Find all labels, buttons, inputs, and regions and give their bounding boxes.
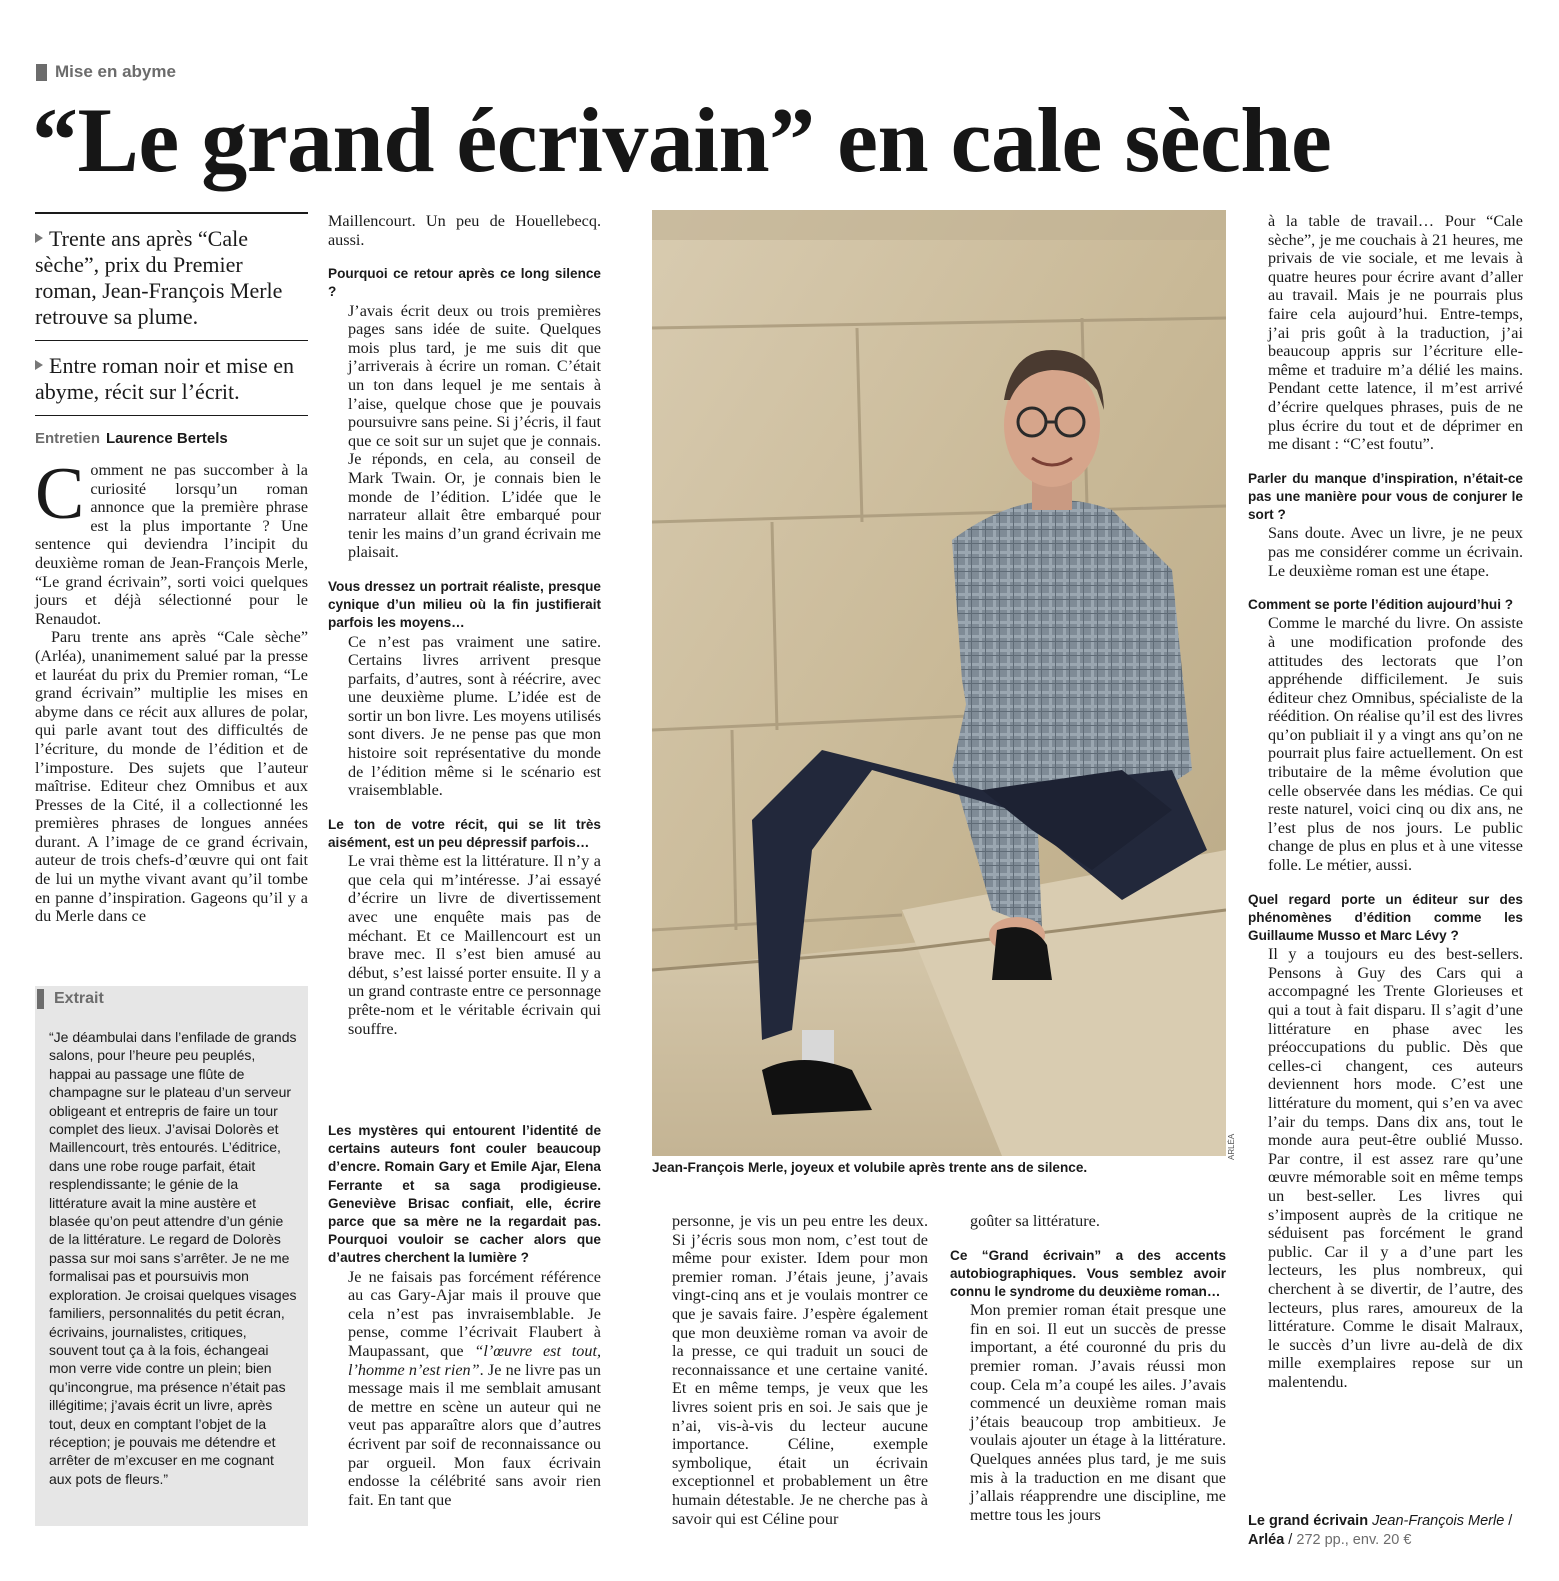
column-3b (950, 1212, 1226, 1524)
column-2 (328, 212, 601, 1038)
article-headline: “Le grand écrivain” en cale sèche (32, 89, 1332, 191)
excerpt-box (35, 986, 308, 1526)
intro-paragraph: Comment ne pas succomber à la curiosité lorsqu’un roman annonce que la première phrase est la plus importante ? Une sentence qui deviendra l’incipit du deuxième roman de Jean-François Merle, “Le grand écrivain”, sorti voici quelques jours et déjà sélectionné pour le Renaudot. (35, 453, 308, 628)
lead-item (35, 214, 308, 340)
excerpt-quote: “Je déambulai dans l’enfilade de grands salons, pour l’heure peu peuplés, happai au passage une flûte de champagne sur le plateau d’un serveur obligeant et entrepris de faire un tour complet des lieux. J’avisai Dolorès et Maillencourt, très entourés. L’éditrice, dans une robe rouge parfait, était resplendissante; le génie de la littérature avait la mine austère et blasée qu’on peut attendre d’un génie de la littérature. Le regard de Dolorès passa sur moi sans s’arrêter. Je ne me formalisai pas et poursuivis mon exploration. Je croisai quelques visages familiers, personnalités du petit écran, écrivains, journalistes, critiques, souvent tout ça à la fois, échangeai mon verre vide contre un plein; bien qu’incongrue, ma présence n’était pas illégitime; j’avais écrit un livre, après tout, deux en comptant l’objet de la réception; je pouvais me détendre et arrêter de m’excuser en me cognant aux pots de fleurs.” (49, 1029, 297, 1487)
portrait-photo (652, 210, 1226, 1156)
byline (35, 430, 308, 447)
excerpt-bar-icon (37, 989, 44, 1009)
excerpt-header (35, 986, 308, 1012)
interview-question: Les mystères qui entourent l’identité de certains auteurs font couler beaucoup d’encre. Romain Gary et Emile Ajar, Elena Ferrante et sa saga prodigieuse. Geneviève Brisac confiait, elle, écrire parce que sa mère ne la regardait pas. Pourquoi vouloir se cacher alors que d’autres cherchent la lumière ? (328, 1123, 601, 1266)
column-4 (1248, 212, 1523, 1391)
book-author: Jean-François Merle (1372, 1513, 1505, 1529)
interview-answer: Sans doute. Avec un livre, je ne peux pas me considérer comme un écrivain. Le deuxième roman est une étape. (1268, 524, 1523, 580)
photo-caption: Jean-François Merle, joyeux et volubile après trente ans de silence. (652, 1160, 1088, 1175)
lead-separator (35, 415, 308, 416)
continued-text: à la table de travail… Pour “Cale sèche”, je me couchais à 21 heures, me privais de vie sociale, et me levais à quatre heures pour écrire avant d’aller au travail. Mais je ne pourrais plus faire cela aujourd’hui. Entre-temps, j’ai pris goût à la traduction, j’ai beaucoup appris sur l’écriture elle-même et traduire m’a délié les mains. Pendant cette latence, il m’est arrivé d’écrire quelques phrases, puis de ne plus écrire du tout et de déprimer en me disant : “C’est foutu”. (1268, 212, 1523, 454)
book-title: Le grand écrivain (1248, 1513, 1369, 1529)
interview-question: Le ton de votre récit, qui se lit très aisément, est un peu dépressif parfois… (328, 816, 601, 851)
interview-question: Ce “Grand écrivain” a des accents autobiographiques. Vous semblez avoir connu le syndrome du deuxième roman… (950, 1247, 1226, 1299)
lead-text: Entre roman noir et mise en abyme, récit sur l’écrit. (35, 353, 294, 404)
book-details: 272 pp., env. 20 € (1296, 1532, 1412, 1548)
intro-text (35, 453, 308, 926)
interview-question: Pourquoi ce retour après ce long silence ? (328, 266, 601, 300)
quote-italic: “l’œuvre est tout, l’homme n’est rien” (348, 1342, 601, 1379)
excerpt-label: Extrait (54, 990, 104, 1007)
interview-answer: Le vrai thème est la littérature. Il n’y a que cela qui m’intéresse. J’ai essayé d’écrire un livre de divertissement avec une enquête mais pas de méchant. Et ce Maillencourt est un brave mec. Il s’est bien amusé au début, s’est laissé porter ensuite. Il y a un grand contraste entre ce personnage prête-nom et le véritable écrivain qui souffre. (348, 852, 601, 1038)
interview-answer: personne, je vis un peu entre les deux. Si j’écris sous mon nom, c’est tout de même pour exister. Idem pour mon premier roman. J’étais jeune, j’avais vingt-cinq ans et je voulais montrer ce que je savais faire. J’espère également que mon deuxième roman va avoir de la presse, ce qui traduit un souci de reconnaissance et une certaine vanité. Et en même temps, je veux que les livres soient pris en soi. Je sais que je n’ai, vis-à-vis du lecteur aucune importance. Céline, exemple symbolique, était un écrivain exceptionnel et probablement un être humain détestable. Je ne cherche pas à savoir qui est Céline pour (672, 1212, 928, 1528)
interview-question: Parler du manque d’inspiration, n’était-ce pas une manière pour vous de conjurer le sort ? (1248, 470, 1523, 523)
column-3a (652, 1212, 928, 1528)
bullet-triangle-icon (35, 233, 43, 243)
lead-text: Trente ans après “Cale sèche”, prix du Premier roman, Jean-François Merle retrouve sa plume. (35, 226, 283, 329)
interview-answer: Je ne faisais pas forcément référence au cas Gary-Ajar mais il prouve que cela n’est pas invraisemblable. Je pense, comme l’écrivait Flaubert à Maupassant, que “l’œuvre est tout, l’homme n’est rien”. Je ne livre pas un message mais il me semblait amusant de mettre en scène un auteur qui ne veut pas apparaître alors que d’autres écrivent par soif de reconnaissance ou par orgueil. Mon faux écrivain endosse la célébrité sans avoir rien fait. En tant que (348, 1267, 601, 1509)
book-info: Le grand écrivain Jean-François Merle / Arléa / 272 pp., env. 20 € (1248, 1513, 1513, 1548)
interview-question: Quel regard porte un éditeur sur des phénomènes d’édition comme les Guillaume Musso et Marc Lévy ? (1248, 891, 1523, 944)
lead-item (35, 341, 308, 415)
interview-answer: Mon premier roman était presque une fin en soi. Il eut un succès de presse important, a été couronné du pris du premier roman. J’avais réussi mon coup. Cela m’a coupé les ailes. J’avais commencé un deuxième roman mais j’étais beaucoup trop ambitieux. Je voulais ajouter un étage à la littérature. Quelques années plus tard, je me suis mis à la traduction en me disant que j’allais réapprendre une discipline, me mettre tous les jours (970, 1301, 1226, 1524)
byline-label: Entretien (35, 430, 101, 447)
intro-paragraph: Paru trente ans après “Cale sèche” (Arléa), unanimement salué par la presse et lauréat du prix du Premier roman, “Le grand écrivain” multiplie les mises en abyme dans ce récit aux allures de polar, qui parle avant tout des difficultés de l’écriture, du monde de l’édition et de l’imposture. Des sujets que l’auteur maîtrise. Editeur chez Omnibus et aux Presses de la Cité, il a collectionné les premières phrases de longues années durant. A l’image de ce grand écrivain, auteur de trois chefs-d’œuvre qui ont fait de lui un mythe vivant avant qu’il tombe en panne d’inspiration. Gageons qu’il y a du Merle dans ce (35, 628, 308, 926)
rubric-square-icon (36, 64, 47, 81)
interview-answer: Comme le marché du livre. On assiste à une modification profonde des attitudes des lectorats que l’on appréhende difficilement. Je suis éditeur chez Omnibus, spécialiste de la réédition. On réalise qu’il est des livres qu’on publiait il y a vingt ans qu’on ne pourrait plus faire actuellement. On est tributaire de la même évolution que celle observée dans les médias. Ce qui reste naturel, voici cinq ou dix ans, ne l’est plus de nos jours. Le public change de plus en plus et à une vitesse folle. Le métier, aussi. (1268, 614, 1523, 875)
book-publisher: Arléa (1248, 1532, 1285, 1548)
drop-cap: C (35, 453, 85, 535)
column-1 (35, 212, 308, 926)
rubric-label: Mise en abyme (55, 62, 176, 81)
photo-credit: ARLÉA (1227, 1133, 1236, 1160)
continued-text: Maillencourt. Un peu de Houellebecq. aussi. (328, 212, 601, 249)
continued-text: goûter sa littérature. (970, 1212, 1100, 1230)
interview-question: Vous dressez un portrait réaliste, presque cynique d’un milieu où la fin justifierait parfois les moyens… (328, 578, 601, 631)
interview-question: Comment se porte l’édition aujourd’hui ? (1248, 597, 1514, 613)
bullet-triangle-icon (35, 360, 43, 370)
interview-answer: Ce n’est pas vraiment une satire. Certains livres arrivent presque parfaits, d’autres, sont à réécrire, avec une deuxième plume. L’idée est de sortir un bon livre. Les moyens utilisés sont divers. Je ne pense pas que mon histoire soit représentative du monde de l’édition même si le scénario est vraisemblable. (348, 632, 601, 800)
byline-author: Laurence Bertels (106, 430, 228, 447)
interview-answer: J’avais écrit deux ou trois premières pages sans idée de suite. Quelques mois plus tard, je me suis dit que j’arriverais à écrire un roman. C’était un ton dans lequel je me sentais à l’aise, quelque chose que je pouvais poursuivre sans peine. Si j’écris, il faut que ce soit sur un sujet que je connais. Je réponds, en cela, au conseil de Mark Twain. Or, je connais bien le monde de l’édition. L’idée que le narrateur allait être embarqué pour tenir les mains d’un grand écrivain me plaisait. (348, 301, 601, 562)
column-2-lower (328, 1122, 601, 1509)
interview-answer: Il y a toujours eu des best-sellers. Pensons à Guy des Cars qui a accompagné les Trente Glorieuses et qui a tout à fait disparu. Il s’agit d’une littérature en phase avec les préoccupations du public. Dès que celles-ci changent, ces auteurs deviennent hors mode. C’est une littérature du moment, qui s’en va avec l’air du temps. Dans dix ans, tout le monde aura peut-être oublié Musso. Par contre, il est assez rare qu’une œuvre mémorable soit en même temps un best-seller. Les livres qui s’imposent auprès de la critique ne séduisent pas forcément le grand public. Car il y a d’une part les lecteurs, les plus nombreux, qui cherchent à se divertir, de l’autre, des lecteurs, plus rares, amoureux de la littérature. Comme le disait Malraux, le succès d’un livre au-delà de dix mille exemplaires repose sur un malentendu. (1268, 945, 1523, 1391)
